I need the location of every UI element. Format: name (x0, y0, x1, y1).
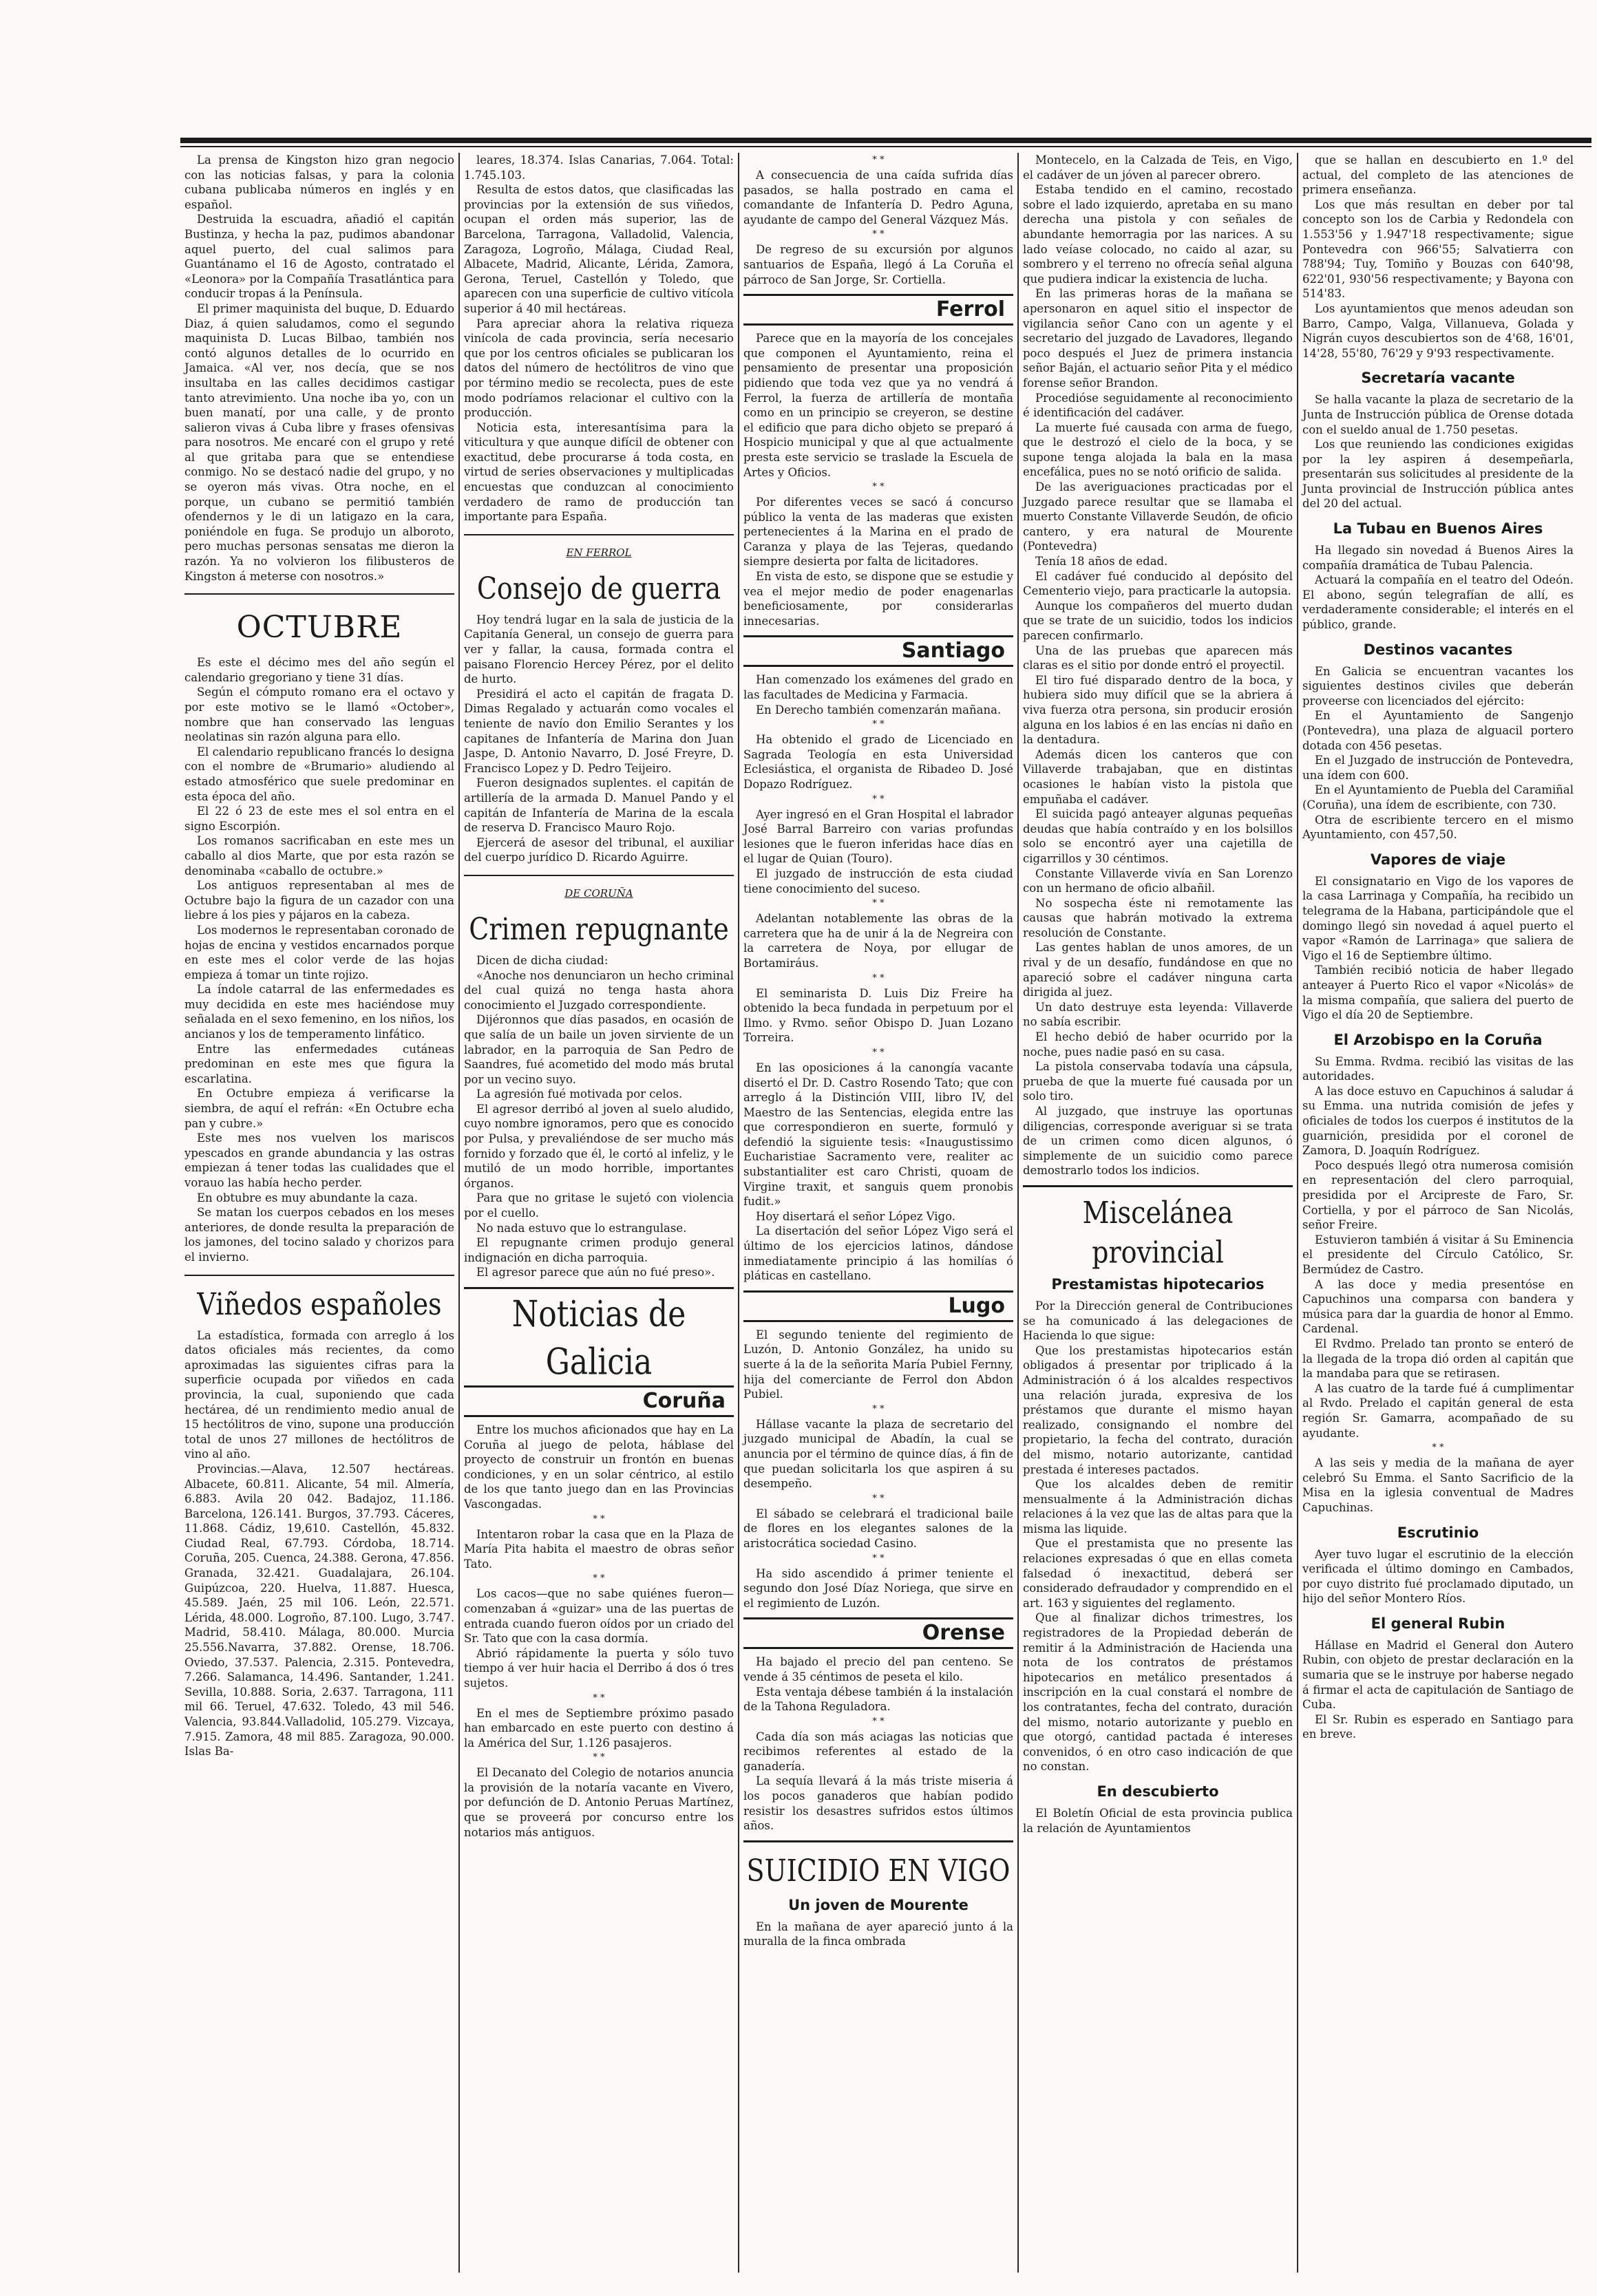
paragraph: Destruida la escuadra, añadió el capitán Bustinza, y hecha la paz, pudimos abandonar aquel puerto, del cual salimos para Guantánamo el 16 de Agosto, contratado el «Leonora» por la Compañía Trasatlántica para conducir tropas á la Península. (184, 213, 454, 301)
paragraph: La prensa de Kingston hizo gran negocio con las noticias falsas, y para la colonia cubana publicaba números en inglés y en español. (184, 153, 454, 211)
asterism: * * (593, 1692, 605, 1703)
paragraph: En el Ayuntamiento de Sangenjo (Pontevedra), una plaza de alguacil portero dotada con 456 pesetas. (1302, 709, 1574, 752)
paragraph: Otra de escribiente tercero en el mismo Ayuntamiento, con 457,50. (1302, 813, 1574, 842)
paragraph: Entre las enfermedades cutáneas predominan en este mes que figura la escarlatina. (184, 1042, 454, 1085)
paragraph: El juzgado de instrucción de esta ciudad tiene conocimiento del suceso. (743, 867, 1013, 895)
paragraph: Un dato destruye esta leyenda: Villaverde no sabía escribir. (1023, 1000, 1293, 1029)
paragraph: Se matan los cuerpos cebados en los meses anteriores, de donde resulta la preparación de los jamones, del tocino salado y chorizos para el invierno. (184, 1206, 454, 1264)
subheadline-escrutinio: Escrutinio (1397, 1524, 1479, 1541)
paragraph: La índole catarral de las enfermedades es muy decidida en este mes haciéndose muy señalada en el sexo femenino, en los niños, los ancianos y los de temperamento linfático. (184, 983, 454, 1041)
paragraph: Se halla vacante la plaza de secretario de la Junta de Instrucción pública de Orense dotada con el sueldo anual de 1.750 pesetas. (1302, 393, 1574, 436)
paragraph: Los antiguos representaban al mes de Octubre bajo la figura de un cazador con una liebre á los pies y pájaros en la cabeza. (184, 879, 454, 922)
paragraph: Procedióse seguidamente al reconocimiento é identificación del cadáver. (1023, 391, 1293, 420)
section-coruna: Coruña (464, 1385, 734, 1417)
paragraph: Adelantan notablemente las obras de la carretera que ha de unir á la de Negreira con la carretera de Noya, por ellugar de Bortamiráus. (743, 912, 1013, 970)
paragraph: Tenía 18 años de edad. (1035, 555, 1168, 568)
paragraph: Además dicen los canteros que con Villaverde trabajaban, que en distintas ocasiones le habían visto la pistola que empuñaba el cadáver. (1023, 747, 1293, 806)
subheadline-descubierto: En descubierto (1097, 1783, 1219, 1800)
paragraph: Hoy tendrá lugar en la sala de justicia de la Capitanía General, un consejo de guerra para ver y fallar, la causa, formada contra el paisano Florencio Hercey Pérez, por el delito de hurto. (464, 613, 734, 686)
paragraph: Que los alcaldes deben de remitir mensualmente á la Administración dichas relaciones á la vez que las de altas para que la misma las liquide. (1023, 1478, 1293, 1535)
paragraph: Para apreciar ahora la relativa riqueza vinícola de cada provincia, sería necesario que por los centros oficiales se publicaran los datos del número de hectólitros de vino que por término medio se recolecta, pues de este modo podríamos relacionar el cultivo con la producción. (464, 317, 734, 420)
asterism: * * (593, 1513, 605, 1524)
paragraph: Dicen de dicha ciudad: (476, 953, 609, 967)
paragraph: Abrió rápidamente la puerta y sólo tuvo tiempo á ver huir hacia el Derribo á dos ó tres sujetos. (464, 1646, 734, 1690)
paragraph: A las doce estuvo en Capuchinos á saludar á su Emma. una nutrida comisión de jefes y oficiales de todos los cuerpos é institutos de la guarnición, presidida por el coronel de Zamora, D. Joaquín Rodríguez. (1302, 1084, 1574, 1158)
paragraph: Es este el décimo mes del año según el calendario gregoriano y tiene 31 días. (184, 656, 454, 684)
paragraph: Por la Dirección general de Contribuciones se ha comunicado á las delegaciones de Hacienda lo que sigue: (1023, 1299, 1293, 1343)
paragraph: Al juzgado, que instruye las oportunas diligencias, corresponde averiguar si se trata de un crimen como dicen algunos, ó simplemente de un suicidio como parece demostrarlo todos los indicios. (1023, 1105, 1293, 1178)
paragraph: El consignatario en Vigo de los vapores de la casa Larrinaga y Compañía, ha recibido un telegrama de la Habana, participándole que el domingo llegó sin novedad á aquel puerto el vapor «Ramón de Larrinaga» que saliera de Vigo el 16 de Septiembre último. (1302, 874, 1574, 962)
headline-octubre: OCTUBRE (236, 610, 403, 646)
paragraph: En Galicia se encuentran vacantes los siguientes destinos civiles que deberán proveerse con licenciados del ejército: (1302, 664, 1574, 708)
headline-suicidio: SUICIDIO EN VIGO (746, 1853, 1011, 1889)
column-2 (460, 153, 739, 2273)
asterism: * * (872, 719, 885, 730)
paragraph: Estaba tendido en el camino, recostado sobre el lado izquierdo, apretaba en su mano derecha una pistola y con señales de abundante hemorragia por las narices. A su lado veíase colocado, no caido al azar, su sombrero y el terreno no ofrecía señal alguna que pudiera indicar la existencia de lucha. (1023, 183, 1293, 286)
paragraph: Actuará la compañía en el teatro del Odeón. El abono, según telegrafían de allí, es verdaderamente considerable; el interés en el público, grande. (1302, 573, 1574, 632)
paragraph: El 22 ó 23 de este mes el sol entra en el signo Escorpión. (184, 805, 454, 833)
paragraph: El calendario republicano francés lo designa con el nombre de «Brumario» aludiendo al estado atmosférico que suele predominar en esta época del año. (184, 745, 454, 803)
column-5 (1298, 153, 1578, 2273)
asterism: * * (872, 155, 885, 165)
asterism: * * (872, 794, 885, 805)
asterism: * * (872, 229, 885, 240)
paragraph: El Sr. Rubin es esperado en Santiago para en breve. (1302, 1712, 1574, 1741)
subheadline-vapores: Vapores de viaje (1370, 851, 1506, 868)
paragraph: Ha sido ascendido á primer teniente el segundo don José Díaz Noriega, que sirve en el regimiento de Luzón. (743, 1566, 1013, 1610)
paragraph: El suicida pagó anteayer algunas pequeñas deudas que había contraído y en los bolsillos solo se encontró ayer una cajetilla de cigarrillos y 30 céntimos. (1023, 807, 1293, 865)
asterism: * * (872, 1553, 885, 1564)
separator (464, 875, 734, 876)
paragraph: Dijéronnos que días pasados, en ocasión de que salía de un baile un joven sirviente de un labrador, en la parroquia de San Pedro de Saandres, fué acometido del modo más brutal por un vecino suyo. (464, 1013, 734, 1086)
paragraph: Las gentes hablan de unos amores, de un rival y de un desafío, fundándose en que no apareció sobre el cadáver ninguna carta dirigida al juez. (1023, 941, 1293, 999)
paragraph: En el Ayuntamiento de Puebla del Caramiñal (Coruña), una ídem de escribiente, con 730. (1302, 783, 1574, 811)
separator (743, 1840, 1013, 1842)
paragraph: Su Emma. Rvdma. recibió las visitas de las autoridades. (1302, 1054, 1574, 1083)
paragraph: Este mes nos vuelven los mariscos ypescados en grande abundancia y las ostras empiezan á tener todas las cualidades que el vorauo las había hecho perder. (184, 1131, 454, 1189)
paragraph: Para que no gritase le sujetó con violencia por el cuello. (464, 1191, 734, 1220)
separator (184, 1275, 454, 1276)
paragraph: En obtubre es muy abundante la caza. (197, 1191, 418, 1204)
paragraph: Ha bajado el precio del pan centeno. Se vende á 35 céntimos de peseta el kilo. (743, 1655, 1013, 1683)
subheadline-joven-mourente: Un joven de Mourente (788, 1896, 969, 1913)
kicker-de-coruna: DE CORUÑA (564, 886, 633, 900)
paragraph: Parece que en la mayoría de los concejales que componen el Ayuntamiento, reina el pensamiento de presentar una proposición pidiendo que toda vez que ya no vendrá á Ferrol, la fuerza de artillería de montaña como en un principio se creyeron, se destine el edificio que para dicho objeto se preparó á Hospicio municipal y que al que actualmente presta este servicio se traslade la Escuela de Artes y Oficios. (743, 332, 1013, 479)
paragraph: El cadáver fué conducido al depósito del Cementerio viejo, para practicarle la autopsia. (1023, 569, 1293, 598)
paragraph: Montecelo, en la Calzada de Teis, en Vigo, el cadáver de un jóven al parecer obrero. (1023, 153, 1293, 182)
paragraph: Los ayuntamientos que menos adeudan son Barro, Campo, Valga, Villanueva, Golada y Nigrán cuyos descubiertos son de 4'68, 16'01, 14'28, 55'80, 76'29 y 9'93 respectivamente. (1302, 301, 1574, 360)
separator (184, 593, 454, 595)
paragraph: La estadística, formada con arreglo á los datos oficiales más recientes, da como aproximadas las siguientes cifras para la superficie ocupada por viñedos en cada provincia, la cual, suponiendo que cada hectárea, dé un rendimiento medio anual de 15 hectólitros de vino, supone una producción total de unos 27 millones de hectólitros de vino al año. (184, 1328, 454, 1461)
paragraph: El Boletín Oficial de esta provincia publica la relación de Ayuntamientos (1023, 1806, 1293, 1835)
section-santiago: Santiago (743, 635, 1013, 667)
newspaper-columns (180, 153, 1591, 2273)
asterism: * * (872, 1493, 885, 1504)
paragraph: Fueron designados suplentes. el capitán de artillería de la armada D. Manuel Pando y el capitán de Infantería de Marina de la escala de reserva D. Francisco Mauro Rojo. (464, 776, 734, 835)
paragraph: A las cuatro de la tarde fué á cumplimentar al Rvdo. Prelado el capitán general de esta región Sr. Gamarra, acompañado de su ayudante. (1302, 1381, 1574, 1440)
paragraph: Ejercerá de asesor del tribunal, el auxiliar del cuerpo jurídico D. Ricardo Aguirre. (464, 836, 734, 864)
paragraph: Según el cómputo romano era el octavo y por este motivo se le llamó «October», nombre que han conservado las lenguas neolatinas sin razón alguna para ello. (184, 685, 454, 744)
paragraph: Entre los muchos aficionados que hay en La Coruña al juego de pelota, háblase del proyecto de construir un frontón en buenas condiciones, y en un solar céntrico, al estilo de los que tanto juego dan en las Provincias Vascongadas. (464, 1423, 734, 1511)
paragraph: En el mes de Septiembre próximo pasado han embarcado en este puerto con destino á la América del Sur, 1.126 pasajeros. (464, 1706, 734, 1750)
paragraph: No nada estuvo que lo estrangulase. (476, 1221, 687, 1235)
separator (464, 1287, 734, 1289)
column-3 (739, 153, 1019, 2273)
paragraph: Noticia esta, interesantísima para la viticultura y que aunque difícil de obtener con exactitud, debe procurarse á toda costa, en virtud de series observaciones y multiplicadas encuestas que conduzcan al conocimiento verdadero de ramo de producción tan importante para España. (464, 421, 734, 524)
paragraph: Ha llegado sin novedad á Buenos Aires la compañía dramática de Tubau Palencia. (1302, 544, 1574, 572)
paragraph: El agresor derribó al joven al suelo aludido, cuyo nombre ignoramos, pero que es conocido por Pulsa, y prevaliéndose de ser mucho más fornido y forzado que él, le cortó al infeliz, y le mutiló de un modo horrible, importantes órganos. (464, 1102, 734, 1190)
paragraph: A las seis y media de la mañana de ayer celebró Su Emma. el Santo Sacrificio de la Misa en la iglesia conventual de Madres Capuchinas. (1302, 1456, 1574, 1514)
paragraph: En vista de esto, se dispone que se estudie y vea el mejor medio de poder enagenarlas beneficiosamente, por considerarlas innecesarias. (743, 570, 1013, 628)
top-rule (180, 138, 1591, 143)
paragraph: Una de las pruebas que aparecen más claras es el sitio por donde entró el proyectil. (1023, 644, 1293, 672)
paragraph: El agresor parece que aún no fué preso». (476, 1266, 715, 1279)
paragraph: Los cacos—que no sabe quiénes fueron—comenzaban á «guizar» una de las puertas de entrada cuando fueron oídos por un criado del Sr. Tato que con la casa dormía. (464, 1587, 734, 1646)
paragraph: que se hallan en descubierto en 1.º del actual, del completo de las atenciones de primera enseñanza. (1302, 153, 1574, 197)
paragraph: Que al finalizar dichos trimestres, los registradores de la Propiedad deberán de remitir á la Administración de Hacienda una nota de los contratos de préstamos hipotecarios en metálico presentados á inscripción en la cual constará el nombre de los contratantes, fecha del contrato, duración del mismo, notario autorizante y pueblo en que otorgó, cantidad pactada é intereses convenidos, ó en otro caso indicación de que no constan. (1023, 1611, 1293, 1774)
paragraph: Los que reuniendo las condiciones exigidas por la ley aspiren á desempeñarla, presentarán sus solicitudes al presidente de la Junta provincial de Instrucción pública antes del 20 del actual. (1302, 438, 1574, 511)
paragraph: La pistola conservaba todavía una cápsula, prueba de que la muerte fué causada por un solo tiro. (1023, 1060, 1293, 1103)
paragraph: El sábado se celebrará el tradicional baile de flores en los elegantes salones de la aristocrática sociedad Casino. (743, 1507, 1013, 1550)
asterism: * * (593, 1752, 605, 1763)
section-orense: Orense (743, 1617, 1013, 1649)
column-4 (1019, 153, 1298, 2273)
subheadline-rubin: El general Rubin (1371, 1615, 1505, 1632)
paragraph: El repugnante crimen produjo general indignación en dicha parroquia. (464, 1236, 734, 1264)
paragraph: En Derecho también comenzarán mañana. (756, 703, 1002, 716)
paragraph: La sequía llevará á la más triste miseria á los pocos ganaderos que habían podido resistir los desastres sufridos estos últimos años. (743, 1774, 1013, 1833)
headline-consejo: Consejo de guerra (476, 571, 721, 606)
column-1 (180, 153, 460, 2273)
subheadline-prestamistas: Prestamistas hipotecarios (1051, 1275, 1265, 1293)
separator (464, 534, 734, 535)
paragraph: Esta ventaja débese también á la instalación de la Tahona Reguladora. (743, 1685, 1013, 1714)
asterism: * * (593, 1573, 605, 1584)
paragraph: Poco después llegó otra numerosa comisión en representación del clero parroquial, presidida por el Arcipreste de Faro, Sr. Cortiella, y por el párroco de San Nicolás, señor Freire. (1302, 1158, 1574, 1232)
paragraph: El primer maquinista del buque, D. Eduardo Diaz, á quien saludamos, como el segundo maquinista D. Lucas Bilbao, también nos contó algunos detalles de lo ocurrido en Jamaica. «Al ver, nos decía, que se nos insultaba en las calles decidimos castigar tanto atrevimiento. Una noche iba yo, con un buen manatí, por una calle, y de pronto salieron vivas á Cuba libre y frases ofensivas para nosotros. Me encaré con el grupo y reté al que gritaba para que se entendiese conmigo. No se destacó nadie del grupo, y no se oyeron más vivas. Otra noche, en el porque, un cubano se permitió también ofendernos y le di un latigazo en la cara, poniéndole en fuga. Se produjo un alboroto, pero muchas personas sensatas me dieron la razón. Ya no volvieron los filibusteros de Kingston á meterse con nosotros.» (184, 301, 454, 583)
paragraph: De las averiguaciones practicadas por el Juzgado parece resultar que se llamaba el muerto Constante Villaverde Seudón, de oficio cantero, y era natural de Mourente (Pontevedra) (1023, 480, 1293, 553)
paragraph: Hállase vacante la plaza de secretario del juzgado municipal de Abadín, la cual se anuncia por el término de quince días, á fin de que puedan solicitarla los que aspiren á su desempeño. (743, 1417, 1013, 1491)
paragraph: En las oposiciones á la canongía vacante disertó el Dr. D. Castro Rosendo Tato; que con arreglo á la Distinción VIII, libro IV, del Maestro de las Sentencias, elegida entre las que correspondieron en suerte, formuló y defendió la siguiente tesis: «Inaugustissimo Eucharistiae Sacramento vere, realiter ac substantialiter est caro Christi, quoam de Virgine traxit, et sanguis quem pronobis fudit.» (743, 1061, 1013, 1209)
separator (1023, 1185, 1293, 1187)
paragraph: En Octubre empieza á verificarse la siembra, de aquí el refrán: «En Octubre echa pan y cubre.» (184, 1087, 454, 1130)
paragraph: Constante Villaverde vivía en San Lorenzo con un hermano de oficio albañil. (1023, 867, 1293, 895)
section-lugo: Lugo (743, 1290, 1013, 1322)
asterism: * * (872, 1716, 885, 1727)
subheadline-destinos: Destinos vacantes (1363, 641, 1513, 658)
asterism: * * (1432, 1443, 1444, 1454)
paragraph: El Rvdmo. Prelado tan pronto se enteró de la llegada de la tropa dió orden al capitán que la mandaba para que se retirasen. (1302, 1337, 1574, 1381)
paragraph: Presidirá el acto el capitán de fragata D. Dimas Regalado y actuarán como vocales el teniente de navío don Emilio Serantes y los capitanes de Infantería de Marina don Juan Jaspe, D. Antonio Navarro, D. José Freyre, D. Francisco Lopez y D. Pedro Teijeiro. (464, 687, 734, 775)
paragraph: Ayer tuvo lugar el escrutinio de la elección verificada el último domingo en Cambados, por cuyo distrito fué proclamado diputado, un hijo del señor Montero Ríos. (1302, 1547, 1574, 1606)
paragraph: Han comenzado los exámenes del grado en las facultades de Medicina y Farmacia. (743, 673, 1013, 702)
asterism: * * (872, 482, 885, 493)
headline-noticias-galicia: Noticias de Galicia (511, 1293, 686, 1383)
asterism: * * (872, 972, 885, 984)
headline-miscelanea: Miscelánea provincial (1082, 1195, 1234, 1271)
paragraph: El tiro fué disparado dentro de la boca, y hubiera sido muy difícil que se la abriera á viva fuerza otra persona, sin producir erosión alguna en los labios é en las encías ni daño en la dentadura. (1023, 673, 1293, 747)
paragraph: De regreso de su excursión por algunos santuarios de España, llegó á La Coruña el párroco de San Jorge, Sr. Cortiella. (743, 243, 1013, 286)
paragraph: Hállase en Madrid el General don Autero Rubin, con objeto de prestar declaración en la sumaria que se le instruye por haberse negado á firmar el acta de capitulación de Santiago de Cuba. (1302, 1638, 1574, 1712)
paragraph: A las doce y media presentóse en Capuchinos una comparsa con bandera y música para dar la guardia de honor al Emmo. Cardenal. (1302, 1277, 1574, 1336)
paragraph: La disertación del señor López Vigo será el último de los ejercicios latinos, dándose inmediatamente principio á las homilías ó pláticas en castellano. (743, 1224, 1013, 1283)
paragraph: Los modernos le representaban coronado de hojas de encina y vestidos encarnados porque en este mes el color verde de las hojas empieza á tomar un tinte rojizo. (184, 923, 454, 981)
paragraph: La agresión fué motivada por celos. (476, 1087, 683, 1101)
asterism: * * (872, 1403, 885, 1414)
paragraph: leares, 18.374. Islas Canarias, 7.064. Total: 1.745.103. (464, 153, 734, 182)
paragraph: Resulta de estos datos, que clasificadas las provincias por la extensión de sus viñedos, ocupan el orden más superior, las de Barcelona, Tarragona, Valladolid, Valencia, Zaragoza, Logroño, Málaga, Ciudad Real, Albacete, Madrid, Alicante, Lérida, Zamora, Gerona, Teruel, Castellón y Toledo, que aparecen con una superficie de cultivo vitícola superior á 40 mil hectáreas. (464, 183, 734, 315)
paragraph: Estuvieron también á visitar á Su Eminencia el presidente del Círculo Católico, Sr. Bermúdez de Castro. (1302, 1233, 1574, 1276)
paragraph: Que los prestamistas hipotecarios están obligados á presentar por triplicado á la Administración ó á los alcaldes respectivos una relación jurada, expresiva de los préstamos que durante el mismo hayan realizado, consignando el nombre del propietario, la fecha del contrato, duración del mismo, notario autorizante, cantidad prestada é intereses pactados. (1023, 1343, 1293, 1476)
paragraph: En la mañana de ayer apareció junto á la muralla de la finca ombrada (743, 1920, 1013, 1948)
paragraph: Intentaron robar la casa que en la Plaza de María Pita habita el maestro de obras señor Tato. (464, 1527, 734, 1571)
paragraph: Provincias.—Alava, 12.507 hectáreas. Albacete, 60.811. Alicante, 54 mil. Almería, 6.883. Avila 20 042. Badajoz, 11.186. Barcelona, 126.141. Burgos, 37.793. Cáceres, 11.868. Cádiz, 19,610. Castellón, 45.832. Ciudad Real, 67.793. Córdoba, 18.714. Coruña, 205. Cuenca, 24.388. Gerona, 47.856. Granada, 32.421. Guadalajara, 26.104. Guipúzcoa, 220. Huelva, 11.887. Huesca, 45.589. Jaén, 25 mil 106. León, 22.571. Lérida, 48.000. Logroño, 87.100. Lugo, 3.747. Madrid, 58.410. Málaga, 80.000. Murcia 25.556.Navarra, 37.882. Orense, 18.706. Oviedo, 37.537. Palencia, 2.315. Pontevedra, 7.266. Salamanca, 14.496. Santander, 1.241. Sevilla, 10.888. Soria, 2.637. Tarragona, 111 mil 66. Teruel, 47.632. Toledo, 43 mil 546. Valencia, 93.844.Valladolid, 105.279. Vizcaya, 7.915. Zamora, 48 mil 885. Zaragoza, 90.000. Islas Ba- (184, 1462, 454, 1758)
paragraph: También recibió noticia de haber llegado anteayer á Puerto Rico el vapor «Nicolás» de la misma compañía, que saliera del puerto de Vigo el día 20 de Septiembre. (1302, 964, 1574, 1022)
subheadline-secretaria: Secretaría vacante (1361, 370, 1515, 387)
paragraph: En las primeras horas de la mañana se apersonaron en aquel sitio el inspector de vigilancia señor Cano con un agente y el secretario del juzgado de Lavadores, llegando poco después el Juez de primera instancia señor Baján, el actuario señor Pita y el médico forense señor Brandon. (1023, 287, 1293, 390)
paragraph: La muerte fué causada con arma de fuego, que le destrozó el cielo de la boca, y se supone tenga alojada la bala en la masa encefálica, pues no se notó orificio de salida. (1023, 421, 1293, 479)
paragraph: El segundo teniente del regimiento de Luzón, D. Antonio González, ha unido su suerte á la de la señorita María Pubiel Fernny, hija del comerciante de Ferrol don Abdon Pubiel. (743, 1328, 1013, 1401)
paragraph: No sospecha éste ni remotamente las causas que habrán motivado la extrema resolución de Constante. (1023, 896, 1293, 939)
subheadline-tubau: La Tubau en Buenos Aires (1333, 520, 1543, 538)
paragraph: Los romanos sacrificaban en este mes un caballo al dios Marte, que por esta razón se denominaba «caballo de octubre.» (184, 834, 454, 878)
asterism: * * (872, 898, 885, 909)
paragraph: «Anoche nos denunciaron un hecho criminal del cual quizá no tenga hasta ahora conocimiento el Juzgado correspondiente. (464, 968, 734, 1012)
paragraph: Hoy disertará el señor López Vigo. (756, 1209, 956, 1223)
paragraph: En el Juzgado de instrucción de Pontevedra, una ídem con 600. (1302, 754, 1574, 782)
paragraph: El seminarista D. Luis Diz Freire ha obtenido la beca fundada in perpetuum por el Ilmo. y Rvmo. señor Obispo D. Juan Lozano Torreira. (743, 986, 1013, 1045)
paragraph: El Decanato del Colegio de notarios anuncia la provisión de la notaría vacante en Vivero, por defunción de D. Antonio Peruas Martínez, que se proveerá por concurso entre los notarios más antiguos. (464, 1766, 734, 1839)
paragraph: Los que más resultan en deber por tal concepto son los de Carbia y Redondela con 1.553'56 y 1.947'18 respectivamente; sigue Pontevedra con 966'55; Salvatierra con 788'94; Tuy, Tomiño y Bouzas con 640'98, 622'01, 930'56 respectivamente; y Bayona con 514'83. (1302, 198, 1574, 301)
subheadline-arzobispo: El Arzobispo en la Coruña (1333, 1031, 1543, 1048)
paragraph: Por diferentes veces se sacó á concurso público la venta de las maderas que existen pertenecientes á la Marina en el prado de Caranza y playa de las Tejeras, quedando siempre desierta por falta de licitadores. (743, 496, 1013, 568)
paragraph: Ayer ingresó en el Gran Hospital el labrador José Barral Barreiro con varias profundas lesiones que le fueron inferidas hace días en el lugar de Quian (Touro). (743, 807, 1013, 866)
paragraph: Cada día son más aciagas las noticias que recibimos referentes al estado de la ganadería. (743, 1730, 1013, 1773)
paragraph: El hecho debió de haber ocurrido por la noche, pues nadie pasó en su casa. (1023, 1030, 1293, 1059)
paragraph: Aunque los compañeros del muerto dudan que se trate de un suicidio, todos los indicios parecen confirmarlo. (1023, 599, 1293, 642)
kicker-en-ferrol: EN FERROL (566, 546, 632, 559)
headline-vinedos: Viñedos españoles (197, 1286, 442, 1321)
section-ferrol: Ferrol (743, 294, 1013, 326)
paragraph: Ha obtenido el grado de Licenciado en Sagrada Teología en esta Universidad Eclesiástica, el organista de Ribadeo D. José Dopazo Rodríguez. (743, 733, 1013, 791)
top-rule-thin (180, 146, 1591, 147)
asterism: * * (872, 1047, 885, 1058)
headline-crimen: Crimen repugnante (469, 911, 729, 947)
paragraph: A consecuencia de una caída sufrida días pasados, se halla postrado en cama el comandante de Infantería D. Pedro Aguna, ayudante de campo del General Vázquez Más. (743, 169, 1013, 226)
paragraph: Que el prestamista que no presente las relaciones expresadas ó que en ellas cometa falsedad ó inexactitud, deberá ser considerado defraudador y comprendido en el art. 163 y siguientes del reglamento. (1023, 1537, 1293, 1610)
